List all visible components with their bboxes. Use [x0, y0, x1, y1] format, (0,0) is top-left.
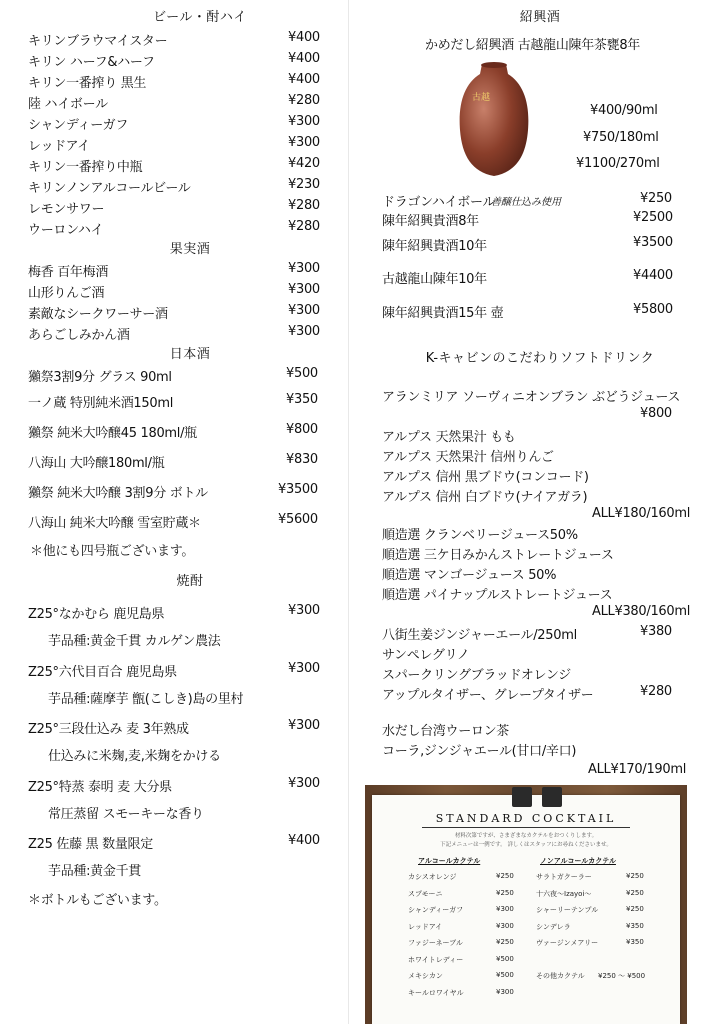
menu-item-price: ¥280 [288, 198, 320, 213]
cocktail-name: 十六夜～Izayoi～ [536, 889, 592, 898]
menu-item-name: ドラゴンハイボール [382, 195, 496, 210]
cocktail-price: ¥350 [626, 938, 644, 946]
alcohol-cocktail-heading: アルコールカクテル [418, 857, 481, 865]
sake-section-title: 日本酒 [169, 347, 211, 362]
menu-item-price: ¥500 [286, 366, 318, 381]
menu-item-price: ¥280 [288, 219, 320, 234]
menu-item-description: 芋品種:薩摩芋 甑(こしき)島の里村 [48, 692, 244, 707]
cocktail-title: STANDARD COCKTAIL [435, 812, 617, 825]
shochu-note: ＊ボトルもございます。 [28, 893, 167, 908]
cocktail-name: ヴァージンメアリー [536, 939, 599, 947]
menu-item-name: アルプス 天然果汁 信州りんご [382, 450, 554, 465]
column-divider [348, 0, 349, 1024]
cocktail-price: ¥500 [496, 954, 514, 963]
menu-item-name: ウーロンハイ [28, 223, 104, 238]
menu-item-name: アランミリア ソーヴィニオンブラン ぶどうジュース [382, 390, 681, 405]
menu-item-price: ALL¥380/160ml [592, 604, 691, 619]
menu-item-price: ¥300 [288, 135, 320, 150]
menu-item-name: Z25°六代目百合 鹿児島県 [28, 665, 177, 680]
menu-item-name: キリンブラウマイスター [28, 34, 168, 49]
menu-item-name: Z25 佐藤 黒 数量限定 [28, 837, 153, 852]
menu-item-name: シャンディーガフ [28, 118, 129, 133]
cocktail-name: ホワイトレディー [408, 955, 464, 964]
menu-item-price: ALL¥180/160ml [592, 506, 691, 521]
cocktail-name: シャンディーガフ [408, 906, 464, 914]
menu-item-name: Z25°三段仕込み 麦 3年熟成 [28, 722, 189, 737]
cocktail-name: キールロワイヤル [408, 988, 464, 997]
menu-item-price: ¥230 [288, 177, 320, 192]
menu-item-name: アルプス 信州 黒ブドウ(コンコード) [382, 470, 589, 485]
menu-item-name: 八海山 純米大吟醸 雪室貯蔵＊ [28, 516, 201, 531]
menu-item-name: 順造選 三ケ日みかんストレートジュース [382, 548, 614, 563]
menu-item-name: レモンサワー [28, 202, 105, 217]
menu-item-price: ¥300 [288, 776, 320, 791]
cocktail-price: ¥350 [626, 921, 644, 930]
cocktail-name: シャーリーテンプル [536, 906, 599, 914]
menu-item-name: キリン一番搾り中瓶 [28, 160, 143, 175]
cocktail-price: ¥250 [496, 888, 514, 897]
menu-item-name: 素敵なシークワーサー酒 [28, 307, 168, 322]
menu-item-price: ¥300 [288, 661, 320, 676]
menu-item-name: Z25°特蒸 泰明 麦 大分県 [28, 780, 172, 795]
shaoxing-jar-image [458, 60, 530, 178]
menu-item-price: ¥400 [288, 72, 320, 87]
menu-item-price: ¥420 [288, 156, 320, 171]
menu-item-description: 仕込みに米麹,麦,米麹をかける [48, 749, 221, 764]
menu-item-name: キリンノンアルコールビール [28, 181, 191, 196]
menu-item-name: 山形りんご酒 [28, 286, 105, 301]
menu-item-name: キリン一番搾り 黒生 [28, 76, 147, 91]
menu-item-name: アルプス 信州 白ブドウ(ナイアガラ) [382, 490, 588, 505]
menu-item-name: Z25°なかむら 鹿児島県 [28, 607, 165, 622]
menu-item-name: 獺祭3割9分 グラス 90ml [28, 370, 172, 385]
cocktail-name: ファジーネーブル [408, 939, 463, 947]
menu-item-name: アルプス 天然果汁 もも [382, 430, 516, 445]
menu-item-name: 一ノ蔵 特別純米酒150ml [28, 396, 174, 411]
menu-item-price: ¥400 [288, 30, 320, 45]
menu-item-price: ¥300 [288, 603, 320, 618]
menu-item-price: ¥380 [640, 624, 672, 639]
menu-item-price: ¥300 [288, 324, 320, 339]
menu-item-price: ¥400 [288, 833, 320, 848]
size-price: ¥750/180ml [583, 130, 659, 145]
menu-item-description: 常圧蒸留 スモーキーな香り [48, 807, 204, 822]
menu-item-name: 陳年紹興貴酒15年 壺 [382, 306, 504, 321]
cocktail-price: ¥250 [626, 872, 644, 880]
shaoxing-subtitle: かめだし紹興酒 古越龍山陳年茶甕8年 [425, 38, 641, 53]
menu-item-name: 八街生姜ジンジャーエール/250ml [382, 628, 577, 643]
menu-item-price: ¥2500 [633, 210, 673, 225]
menu-item-price: ¥250 [640, 191, 672, 206]
menu-item-price: ¥830 [286, 452, 318, 467]
board-clip-left [512, 787, 532, 807]
menu-item-price: ¥300 [288, 303, 320, 318]
menu-item-price: ¥300 [288, 114, 320, 129]
soft-drink-section-title: K-キャビンのこだわりソフトドリンク [425, 351, 655, 366]
menu-item-name: 順造選 マンゴージュース 50% [382, 568, 557, 583]
sake-note: ＊他にも四号瓶ございます。 [30, 544, 195, 559]
menu-item-name: あらごしみかん酒 [28, 328, 130, 343]
menu-item-name: 獺祭 純米大吟醸45 180ml/瓶 [28, 426, 197, 441]
cocktail-title-underline [422, 827, 630, 828]
cocktail-price: ¥300 [496, 905, 514, 913]
size-price: ¥1100/270ml [576, 156, 660, 171]
cocktail-name: スプモーニ [408, 889, 443, 898]
menu-item-price: ¥4400 [633, 268, 673, 283]
menu-item-name: 順造選 パイナップルストレートジュース [382, 588, 613, 603]
menu-item-price: ¥3500 [278, 482, 318, 497]
cocktail-price: ¥250 [626, 905, 644, 913]
menu-item-name: 八海山 大吟醸180ml/瓶 [28, 456, 165, 471]
menu-item-name: スパークリングブラッドオレンジ [382, 668, 571, 683]
menu-item-price: ¥350 [286, 392, 318, 407]
menu-item-price: ¥300 [288, 261, 320, 276]
cocktail-name: カシスオレンジ [408, 873, 457, 881]
cocktail-price: ¥300 [496, 987, 514, 996]
menu-item-price: ¥800 [286, 422, 318, 437]
menu-item-name: 古越龍山陳年10年 [382, 272, 487, 287]
menu-item-name: アップルタイザー、グレープタイザー [382, 688, 594, 703]
menu-item-price: ¥280 [288, 93, 320, 108]
cocktail-name: その他カクテル [536, 972, 585, 980]
cocktail-price: ¥250 ～ ¥500 [598, 972, 646, 980]
menu-item-name: 陳年紹興貴酒10年 [382, 239, 487, 254]
menu-item-name: 水だし台湾ウーロン茶 [382, 724, 510, 739]
menu-item-price: ¥5600 [278, 512, 318, 527]
cocktail-price: ¥500 [496, 971, 514, 979]
size-price: ¥400/90ml [590, 103, 658, 118]
nonalcohol-cocktail-heading: ノンアルコールカクテル [540, 857, 616, 865]
menu-item-price: ¥400 [288, 51, 320, 66]
cocktail-price: ¥250 [496, 872, 514, 880]
menu-item-name: 陸 ハイボール [28, 97, 108, 112]
menu-item-price: ¥280 [640, 684, 672, 699]
shaoxing-section-title: 紹興酒 [519, 10, 561, 25]
menu-item-price: ¥800 [640, 406, 672, 421]
cocktail-price: ¥250 [496, 938, 514, 946]
cocktail-subtitle-2: 下記メニューは一例です。 詳しくはスタッフにお尋ねくださいませ。 [440, 842, 612, 848]
beer-section-title: ビール・酎ハイ [153, 10, 247, 25]
menu-item-description: 芋品種:黄金千貫 カルゲン農法 [48, 634, 221, 649]
menu-item-name: サンペレグリノ [382, 648, 470, 663]
cocktail-name: サラトガクーラー [536, 873, 592, 881]
cocktail-price: ¥300 [496, 921, 514, 930]
jar-label-text: 古越 [472, 93, 491, 103]
menu-item-name: 順造選 クランベリージュース50% [382, 528, 578, 543]
menu-item-name: 陳年紹興貴酒8年 [382, 214, 479, 229]
cocktail-subtitle-1: 材料次第ですが、さまざまなカクテルをおつくりします。 [454, 833, 598, 839]
cocktail-name: シンデレラ [536, 922, 571, 931]
menu-item-price: ¥300 [288, 282, 320, 297]
menu-item-name: 獺祭 純米大吟醸 3割9分 ボトル [28, 486, 208, 501]
board-clip-right [542, 787, 562, 807]
menu-item-name: キリン ハーフ&ハーフ [28, 55, 155, 70]
cocktail-name: メキシカン [408, 972, 443, 980]
menu-item-price: ¥300 [288, 718, 320, 733]
menu-item-price: ALL¥170/190ml [588, 762, 687, 777]
menu-item-name: コーラ,ジンジャエール(甘口/辛口) [382, 744, 577, 759]
menu-item-price: ¥5800 [633, 302, 673, 317]
cocktail-name: レッドアイ [408, 922, 443, 931]
menu-item-description: 芋品種:黄金千貫 [48, 864, 141, 879]
menu-item-price: ¥3500 [633, 235, 673, 250]
menu-item-name: 梅香 百年梅酒 [28, 265, 109, 280]
cocktail-price: ¥250 [626, 888, 644, 897]
menu-item-note: 善醸仕込み使用 [491, 197, 561, 208]
fruit-section-title: 果実酒 [169, 242, 211, 257]
menu-item-name: レッドアイ [28, 139, 90, 154]
shochu-section-title: 焼酎 [176, 574, 204, 589]
